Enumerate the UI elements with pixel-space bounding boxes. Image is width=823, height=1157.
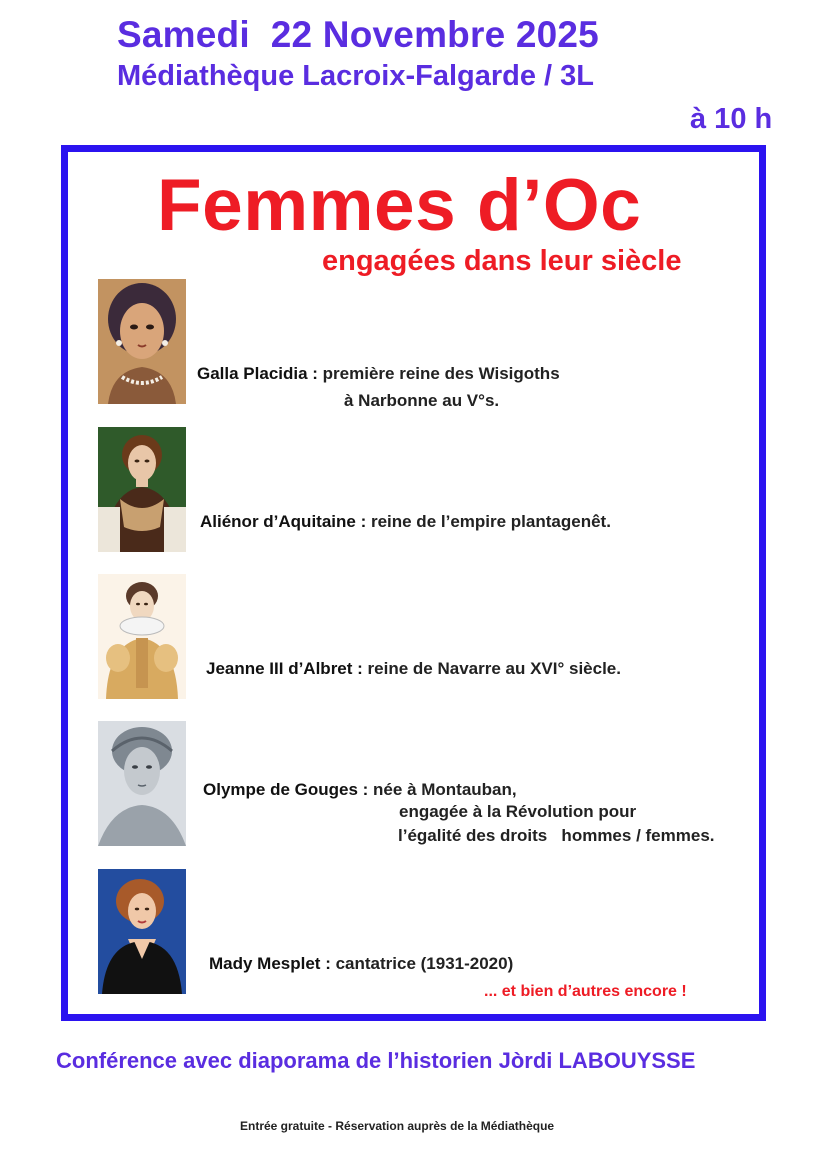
portrait-image xyxy=(98,427,186,552)
separator: : xyxy=(357,780,374,799)
main-title: Femmes d’Oc xyxy=(157,165,642,246)
portrait-galla-placidia xyxy=(98,279,186,404)
woman-description-cont: à Narbonne au V°s. xyxy=(344,391,500,410)
separator: : xyxy=(307,364,323,383)
woman-name: Mady Mesplet xyxy=(209,954,321,973)
more-women-note: ... et bien d’autres encore ! xyxy=(484,983,687,1000)
portrait-image xyxy=(98,574,186,699)
separator: : xyxy=(320,954,336,973)
woman-line-5 xyxy=(209,954,513,974)
footer-info: Entrée gratuite - Réservation auprès de la Médiathèque xyxy=(240,1119,555,1133)
woman-description-cont: l’égalité des droits hommes / femmes. xyxy=(398,826,715,845)
woman-description-cont: engagée à la Révolution pour xyxy=(399,802,637,821)
woman-name: Aliénor d’Aquitaine xyxy=(200,512,356,531)
portrait-jeanne-albret xyxy=(98,574,186,699)
woman-description: reine de Navarre au XVI° siècle. xyxy=(367,659,621,678)
woman-line-2 xyxy=(200,512,611,532)
separator: : xyxy=(352,659,368,678)
conference-text: Conférence avec diaporama de l’historien xyxy=(56,1048,499,1073)
woman-name: Olympe de Gouges xyxy=(203,780,358,799)
portrait-mady-mesplet xyxy=(98,869,186,994)
speaker-name: Jòrdi LABOUYSSE xyxy=(498,1048,696,1073)
woman-line-3 xyxy=(206,659,621,679)
woman-line-1 xyxy=(197,364,560,384)
woman-name: Galla Placidia xyxy=(197,364,308,383)
conference-line xyxy=(56,1048,695,1074)
woman-description: née à Montauban, xyxy=(373,780,517,799)
portrait-image xyxy=(98,869,186,994)
portrait-alienor-aquitaine xyxy=(98,427,186,552)
subtitle: engagées dans leur siècle xyxy=(322,245,682,277)
woman-description: cantatrice (1931-2020) xyxy=(335,954,514,973)
woman-name: Jeanne III d’Albret xyxy=(206,659,353,678)
separator: : xyxy=(355,512,371,531)
event-venue: Médiathèque Lacroix-Falgarde / 3L xyxy=(117,60,594,92)
woman-description: première reine des Wisigoths xyxy=(322,364,560,383)
portrait-image xyxy=(98,721,186,846)
portrait-image xyxy=(98,279,186,404)
portrait-olympe-gouges xyxy=(98,721,186,846)
event-date: Samedi 22 Novembre 2025 xyxy=(117,14,599,55)
woman-line-4 xyxy=(203,780,517,800)
woman-description: reine de l’empire plantagenêt. xyxy=(370,512,611,531)
event-time: à 10 h xyxy=(690,103,773,135)
